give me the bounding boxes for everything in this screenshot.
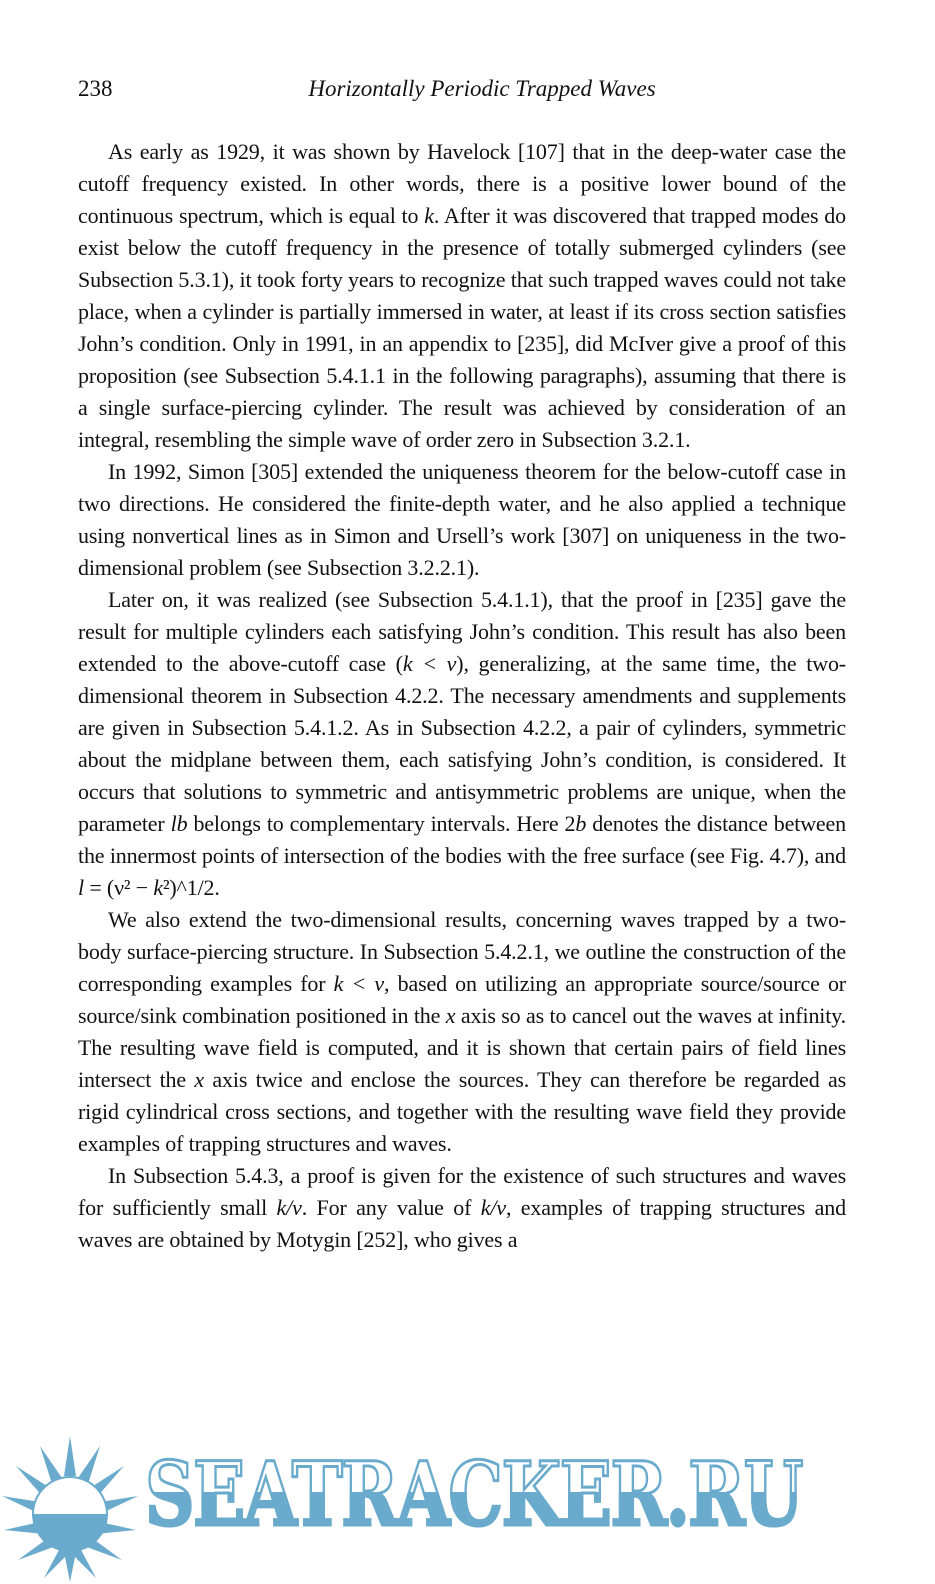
paragraph-1: As early as 1929, it was shown by Havelock [107] that in the deep-water case the cutoff frequency existed. In other words, there is a positive lower bound of the continuous spectrum, which is equal to k. After it was discovered that trapped modes do exist below the cutoff frequency in the presence of totally submerged cylinders (see Subsection 5.3.1), it took forty years to recognize that such trapped waves could not take place, when a cylinder is partially immersed in water, at least if its cross section satisfies John’s condition. Only in 1991, in an appendix to [235], did McIver give a proof of this proposition (see Subsection 5.4.1.1 in the following paragraphs), assuming that there is a single surface-piercing cylinder. The result was achieved by consideration of an integral, resembling the simple wave of order zero in Subsection 3.2.1. [78,139,846,452]
book-page [78,72,846,1256]
running-title: Horizontally Periodic Trapped Waves [308,76,656,101]
body-text [78,136,846,1256]
page-number: 238 [78,76,113,101]
running-head [78,72,846,106]
paragraph-4: We also extend the two-dimensional results, concerning waves trapped by a two-body surface-piercing structure. In Subsection 5.4.2.1, we outline the construction of the corresponding examples for k < ν, based on utilizing an appropriate source/source or source/sink combination positioned in the x axis so as to cancel out the waves at infinity. The resulting wave field is computed, and it is shown that certain pairs of field lines intersect the x axis twice and enclose the sources. They can therefore be regarded as rigid cylindrical cross sections, and together with the resulting wave field they provide examples of trapping structures and waves. [78,907,846,1156]
paragraph-5: In Subsection 5.4.3, a proof is given for the existence of such structures and waves for sufficiently small k/ν. For any value of k/ν, examples of trapping structures and waves are obtained by Motygin [252], who gives a [78,1163,846,1252]
paragraph-2: In 1992, Simon [305] extended the uniqueness theorem for the below-cutoff case in two directions. He considered the finite-depth water, and he also applied a technique using nonvertical lines as in Simon and Ursell’s work [307] on uniqueness in the two-dimensional problem (see Subsection 3.2.2.1). [78,459,846,580]
sun-over-sea-icon [0,1434,140,1584]
watermark-banner [0,1430,935,1584]
paragraph-3: Later on, it was realized (see Subsection 5.4.1.1), that the proof in [235] gave the result for multiple cylinders each satisfying John’s condition. This result has also been extended to the above-cutoff case (k < ν), generalizing, at the same time, the two-dimensional theorem in Subsection 4.2.2. The necessary amendments and supplements are given in Subsection 5.4.1.2. As in Subsection 4.2.2, a pair of cylinders, symmetric about the midplane between them, each satisfying John’s condition, is considered. It occurs that solutions to symmetric and antisymmetric problems are unique, when the parameter lb belongs to complementary intervals. Here 2b denotes the distance between the innermost points of intersection of the bodies with the free surface (see Fig. 4.7), and l = (ν² − k²)^1/2. [78,587,847,900]
watermark-text: SEATRACKER.RU [145,1442,802,1546]
